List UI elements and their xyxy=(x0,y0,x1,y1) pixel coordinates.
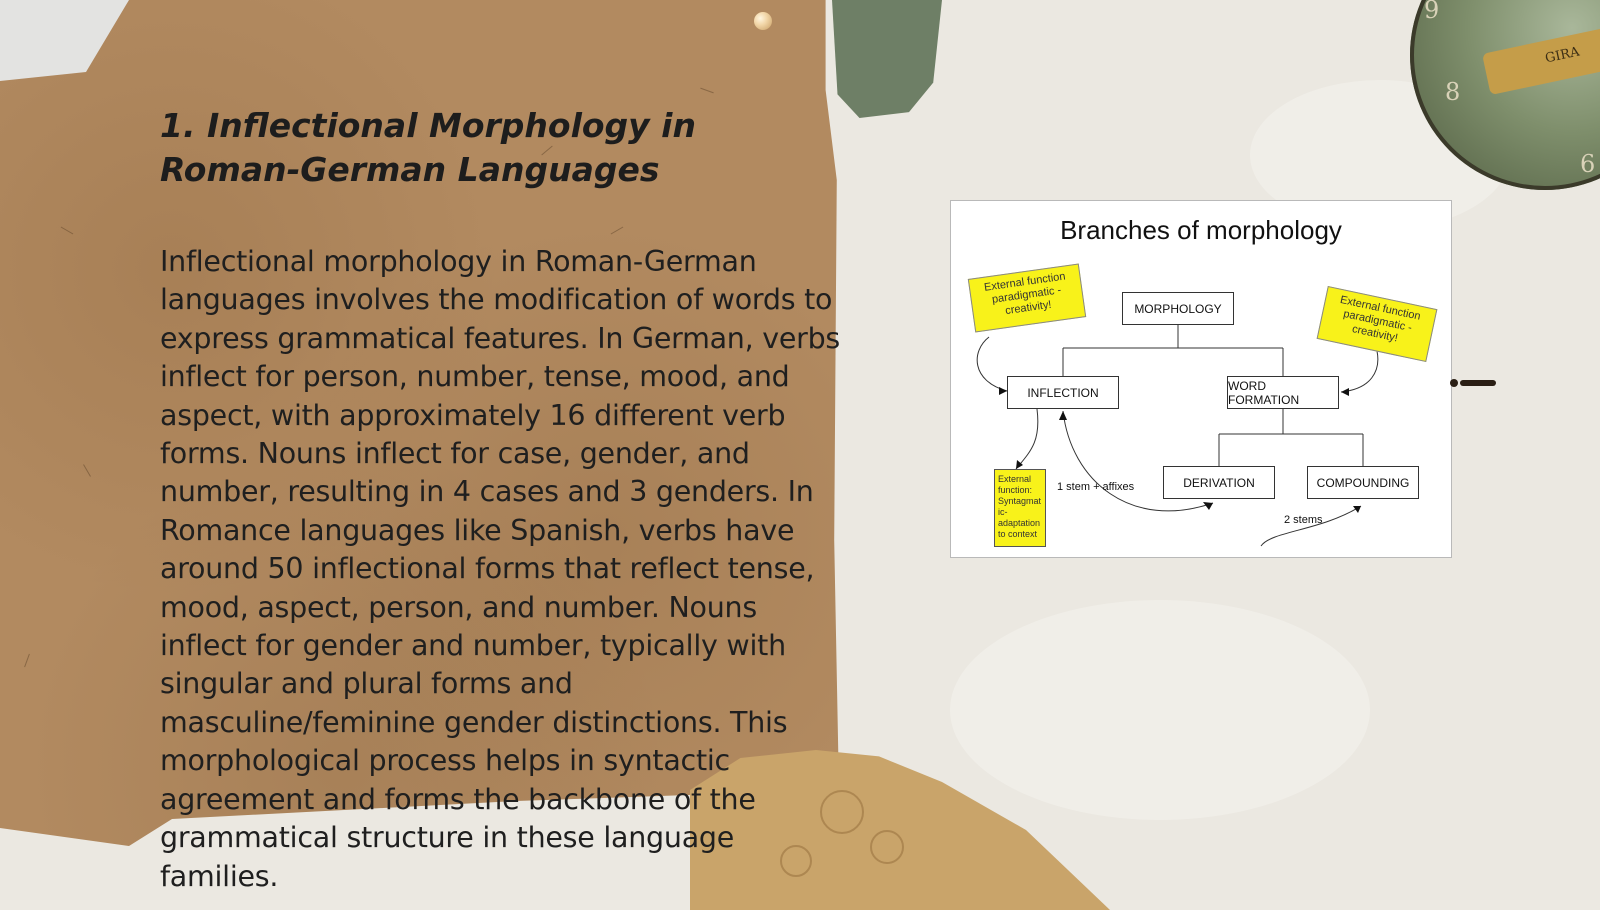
paper-fleck xyxy=(611,227,624,235)
morphology-diagram xyxy=(950,200,1452,558)
diagram-title: Branches of morphology xyxy=(1060,215,1342,245)
label-stem-affixes: 1 stem + affixes xyxy=(1057,481,1135,493)
note-left: External function paradigmatic - creativity! xyxy=(968,263,1086,332)
pin-icon xyxy=(754,12,772,30)
clock-band-label: GIRA xyxy=(1543,44,1581,67)
slide-body-text: Inflectional morphology in Roman-German languages involves the modification of words to express grammatical features. In German, verbs inflect for person, number, tense, mood, and aspect, with approximately 16 different verb forms. Nouns inflect for case, gender, and number, resulting in 4 cases and 3 genders. In Romance languages like Spanish, verbs have around 50 inflectional forms that reflect tense, mood, aspect, person, and number. Nouns inflect for gender and number, typically with singular and plural forms and masculine/feminine gender distinctions. This morphological process helps in syntactic agreement and forms the backbone of the grammatical structure in these language families. xyxy=(160,245,841,893)
pen-dot xyxy=(1450,379,1458,387)
label-two-stems: 2 stems xyxy=(1284,514,1323,526)
node-derivation: DERIVATION xyxy=(1163,466,1275,499)
clock-digit: 8 xyxy=(1445,78,1461,106)
pen-mark xyxy=(1460,380,1496,386)
paper-fleck xyxy=(61,227,74,235)
node-word-formation: WORD FORMATION xyxy=(1227,376,1339,409)
clock-digit: 9 xyxy=(1424,0,1440,24)
swirl-ornament xyxy=(870,830,904,864)
slide-title: 1. Inflectional Morphology in Roman-German Languages xyxy=(160,106,696,189)
clock-digit: 6 xyxy=(1580,150,1596,178)
paper-fleck xyxy=(24,654,30,667)
note-right: External function paradigmatic - creativity! xyxy=(1317,286,1438,362)
node-inflection: INFLECTION xyxy=(1007,376,1119,409)
wall-texture xyxy=(950,600,1370,820)
note-bottom: External function: Syntagmat ic-adaptation to context xyxy=(994,469,1046,547)
paper-fleck xyxy=(83,464,91,477)
node-compounding: COMPOUNDING xyxy=(1307,466,1419,499)
node-morphology: MORPHOLOGY xyxy=(1122,292,1234,325)
paper-fleck xyxy=(700,88,713,94)
